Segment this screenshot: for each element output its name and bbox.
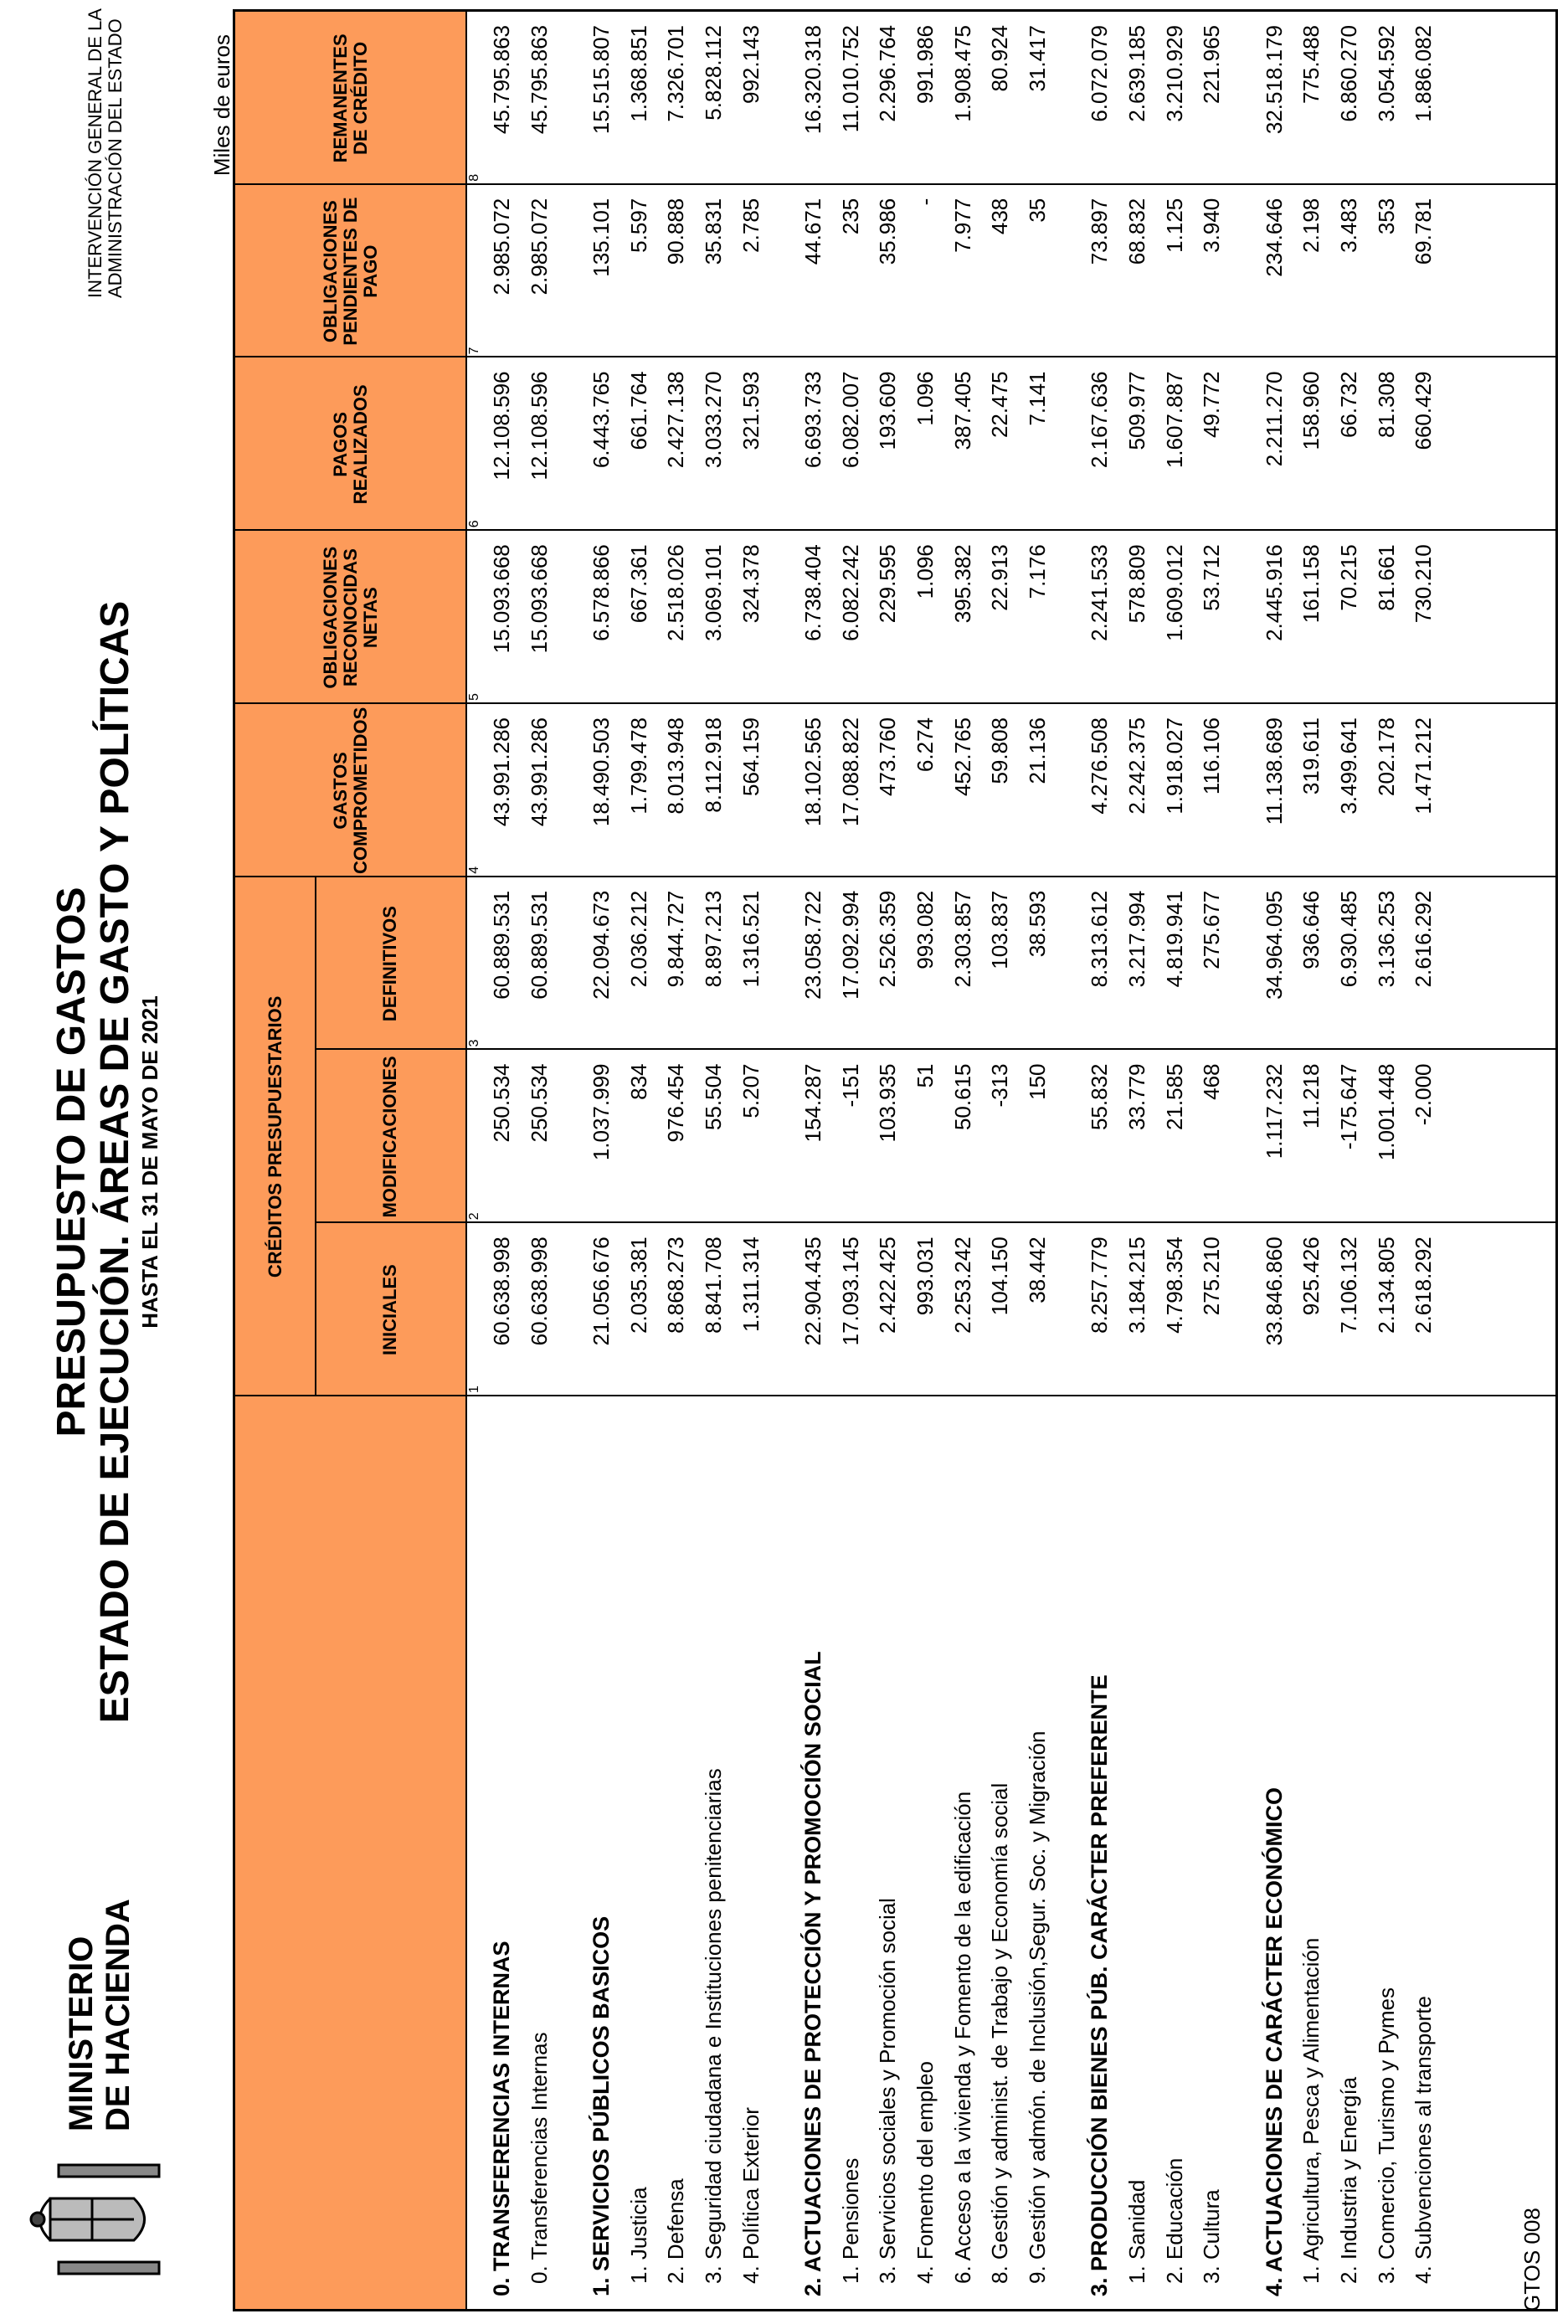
row-label: 0. Transferencias Internas bbox=[526, 2032, 552, 2284]
value-cell: 7.141 bbox=[1024, 371, 1050, 426]
value-cell: 104.150 bbox=[987, 1237, 1013, 1316]
value-cell: 936.646 bbox=[1298, 890, 1324, 969]
row-label: 1. Justicia bbox=[625, 2187, 651, 2284]
ministry-line-1: MINISTERIO bbox=[63, 1936, 100, 2131]
value-cell: 2.616.292 bbox=[1411, 890, 1437, 988]
header-bottom-line bbox=[465, 12, 467, 2309]
table-group-row bbox=[1257, 12, 1290, 2309]
page-title: PRESUPUESTO DE GASTOS bbox=[49, 887, 94, 1437]
row-label: 3. Comercio, Turismo y Pymes bbox=[1373, 1987, 1399, 2284]
value-cell: 3.217.994 bbox=[1124, 890, 1149, 988]
value-cell: 43.991.286 bbox=[526, 717, 552, 827]
value-cell: 1.471.212 bbox=[1411, 717, 1437, 815]
value-cell: 21.056.676 bbox=[589, 1237, 614, 1346]
value-cell: 150 bbox=[1024, 1063, 1050, 1100]
value-cell: 90.888 bbox=[663, 198, 689, 265]
value-cell: 21.136 bbox=[1024, 717, 1050, 784]
value-cell: 44.671 bbox=[800, 198, 826, 265]
value-cell: 4.276.508 bbox=[1087, 717, 1113, 815]
value-cell: 275.677 bbox=[1199, 890, 1225, 969]
value-cell: 1.918.027 bbox=[1161, 717, 1187, 815]
value-cell: 8.013.948 bbox=[663, 717, 689, 815]
value-cell: 834 bbox=[625, 1063, 651, 1100]
value-cell: 3.033.270 bbox=[701, 371, 726, 469]
value-cell: 2.036.212 bbox=[625, 890, 651, 988]
value-cell: 6.072.079 bbox=[1087, 25, 1113, 122]
value-cell: 1.096 bbox=[913, 544, 938, 599]
column-number: 6 bbox=[467, 520, 481, 528]
row-label: 2. Industria y Energía bbox=[1336, 2076, 1361, 2284]
value-cell: 38.442 bbox=[1024, 1237, 1050, 1303]
value-cell: 50.615 bbox=[949, 1063, 975, 1131]
column-header: REMANENTES DE CRÉDITO bbox=[329, 33, 371, 163]
row-label: 6. Acceso a la vivienda y Fomento de la edificación bbox=[949, 1791, 975, 2284]
column-header: DEFINITIVOS bbox=[379, 906, 400, 1022]
value-cell: 6.082.242 bbox=[837, 544, 863, 641]
column-header: OBLIGACIONES RECONOCIDAS NETAS bbox=[319, 546, 381, 689]
value-cell: 154.287 bbox=[800, 1063, 826, 1143]
value-cell: 11.010.752 bbox=[837, 25, 863, 133]
table-row bbox=[945, 12, 979, 2309]
value-cell: 66.732 bbox=[1336, 371, 1361, 439]
value-cell: 17.093.145 bbox=[837, 1237, 863, 1346]
value-cell: -151 bbox=[837, 1063, 863, 1108]
table-group-row bbox=[584, 12, 617, 2309]
value-cell: 2.445.916 bbox=[1261, 544, 1287, 641]
value-cell: 8.313.612 bbox=[1087, 890, 1113, 988]
value-cell: 5.828.112 bbox=[701, 25, 726, 121]
column-number: 7 bbox=[467, 347, 481, 355]
budget-table bbox=[233, 9, 1558, 2311]
page-subtitle: ESTADO DE EJECUCIÓN. ÁREAS DE GASTO Y POLÍTICAS bbox=[93, 600, 137, 1724]
value-cell: 202.178 bbox=[1373, 717, 1399, 796]
value-cell: -313 bbox=[987, 1063, 1013, 1108]
value-cell: 2.241.533 bbox=[1087, 544, 1113, 641]
value-cell: 33.846.860 bbox=[1261, 1237, 1287, 1346]
value-cell: 9.844.727 bbox=[663, 890, 689, 988]
value-cell: 2.134.805 bbox=[1373, 1237, 1399, 1334]
value-cell: 22.094.673 bbox=[589, 890, 614, 1000]
row-label: 3. Seguridad ciudadana e Instituciones penitenciarias bbox=[701, 1768, 726, 2284]
value-cell: 2.427.138 bbox=[663, 371, 689, 469]
row-label: 4. Fomento del empleo bbox=[913, 2061, 938, 2284]
value-cell: 2.253.242 bbox=[949, 1237, 975, 1334]
value-cell: 2.035.381 bbox=[625, 1237, 651, 1334]
value-cell: 925.426 bbox=[1298, 1237, 1324, 1316]
value-cell: 60.638.998 bbox=[526, 1237, 552, 1346]
row-label: 2. Defensa bbox=[663, 2178, 689, 2284]
column-header: PAGOS REALIZADOS bbox=[329, 384, 371, 505]
value-cell: 6.860.270 bbox=[1336, 25, 1361, 122]
value-cell: 60.889.531 bbox=[489, 890, 514, 1000]
row-label: 3. Cultura bbox=[1199, 2189, 1225, 2284]
row-label: 1. Agricultura, Pesca y Alimentación bbox=[1298, 1937, 1324, 2284]
value-cell: 661.764 bbox=[625, 371, 651, 450]
value-cell: 2.198 bbox=[1298, 198, 1324, 253]
value-cell: 21.585 bbox=[1161, 1063, 1187, 1131]
table-row bbox=[982, 12, 1015, 2309]
value-cell: 35.831 bbox=[701, 198, 726, 265]
footer-code: GTOS 008 bbox=[1519, 2208, 1545, 2311]
header-divider bbox=[315, 877, 316, 1396]
value-cell: 509.977 bbox=[1124, 371, 1149, 450]
table-row bbox=[1406, 12, 1439, 2309]
value-cell: 992.143 bbox=[738, 25, 763, 104]
row-label: 0. TRANSFERENCIAS INTERNAS bbox=[489, 1941, 514, 2296]
value-cell: 2.985.072 bbox=[489, 198, 514, 296]
table-row bbox=[870, 12, 903, 2309]
value-cell: 1.607.887 bbox=[1161, 371, 1187, 469]
value-cell: 775.488 bbox=[1298, 25, 1324, 104]
value-cell: 235 bbox=[837, 198, 863, 235]
row-label: 1. SERVICIOS PÚBLICOS BASICOS bbox=[589, 1915, 614, 2296]
value-cell: 1.368.851 bbox=[625, 25, 651, 122]
value-cell: 1.001.448 bbox=[1373, 1063, 1399, 1161]
value-cell: - bbox=[913, 198, 938, 206]
value-cell: 68.832 bbox=[1124, 198, 1149, 265]
value-cell: 22.904.435 bbox=[800, 1237, 826, 1346]
value-cell: 3.483 bbox=[1336, 198, 1361, 253]
table-row bbox=[907, 12, 941, 2309]
value-cell: 12.108.596 bbox=[526, 371, 552, 481]
value-cell: 18.102.565 bbox=[800, 717, 826, 827]
value-cell: 578.809 bbox=[1124, 544, 1149, 624]
value-cell: 116.106 bbox=[1199, 717, 1225, 795]
value-cell: 7.977 bbox=[949, 198, 975, 253]
value-cell: 158.960 bbox=[1298, 371, 1324, 450]
table-row bbox=[1020, 12, 1053, 2309]
value-cell: 250.534 bbox=[489, 1063, 514, 1143]
table-row bbox=[658, 12, 691, 2309]
group-header-creditos: CRÉDITOS PRESUPUESTARIOS bbox=[264, 995, 285, 1278]
value-cell: 6.930.485 bbox=[1336, 890, 1361, 988]
value-cell: 35 bbox=[1024, 198, 1050, 223]
value-cell: 6.738.404 bbox=[800, 544, 826, 641]
value-cell: 2.422.425 bbox=[875, 1237, 901, 1334]
value-cell: 319.611 bbox=[1298, 717, 1324, 795]
value-cell: 55.832 bbox=[1087, 1063, 1113, 1131]
column-header: OBLIGACIONES PENDIENTES DE PAGO bbox=[319, 197, 381, 346]
row-label: 2. Educación bbox=[1161, 2157, 1187, 2284]
value-cell: 7.176 bbox=[1024, 544, 1050, 599]
value-cell: 8.841.708 bbox=[701, 1237, 726, 1334]
table-row bbox=[1293, 12, 1327, 2309]
value-cell: 33.779 bbox=[1124, 1063, 1149, 1131]
value-cell: 3.210.929 bbox=[1161, 25, 1187, 122]
column-number: 3 bbox=[467, 1039, 481, 1047]
value-cell: 667.361 bbox=[625, 544, 651, 624]
value-cell: 15.093.668 bbox=[526, 544, 552, 654]
value-cell: 81.308 bbox=[1373, 371, 1399, 439]
row-label: 8. Gestión y administ. de Trabajo y Economía social bbox=[987, 1782, 1013, 2284]
value-cell: 103.935 bbox=[875, 1063, 901, 1143]
value-cell: 564.159 bbox=[738, 717, 763, 796]
value-cell: 2.526.359 bbox=[875, 890, 901, 988]
value-cell: 17.088.822 bbox=[837, 717, 863, 827]
value-cell: 81.661 bbox=[1373, 544, 1399, 611]
table-row bbox=[1194, 12, 1227, 2309]
value-cell: 8.868.273 bbox=[663, 1237, 689, 1334]
value-cell: 2.167.636 bbox=[1087, 371, 1113, 469]
value-cell: 3.184.215 bbox=[1124, 1237, 1149, 1334]
value-cell: 6.082.007 bbox=[837, 371, 863, 469]
value-cell: 321.593 bbox=[738, 371, 763, 450]
column-header: MODIFICACIONES bbox=[379, 1056, 400, 1218]
value-cell: 59.808 bbox=[987, 717, 1013, 784]
value-cell: 103.837 bbox=[987, 890, 1013, 969]
table-group-row bbox=[484, 12, 517, 2309]
table-row bbox=[1331, 12, 1365, 2309]
value-cell: 250.534 bbox=[526, 1063, 552, 1143]
value-cell: 7.106.132 bbox=[1336, 1237, 1361, 1334]
row-label: 1. Sanidad bbox=[1124, 2179, 1149, 2284]
value-cell: 468 bbox=[1199, 1063, 1225, 1100]
value-cell: 1.311.314 bbox=[738, 1237, 763, 1332]
value-cell: 6.578.866 bbox=[589, 544, 614, 641]
value-cell: 18.490.503 bbox=[589, 717, 614, 827]
value-cell: 1.117.232 bbox=[1261, 1063, 1287, 1159]
value-cell: 3.499.641 bbox=[1336, 717, 1361, 815]
value-cell: 2.639.185 bbox=[1124, 25, 1149, 122]
table-row bbox=[1119, 12, 1153, 2309]
value-cell: 38.593 bbox=[1024, 890, 1050, 958]
value-cell: 993.082 bbox=[913, 890, 938, 969]
value-cell: 991.986 bbox=[913, 25, 938, 104]
column-header: GASTOS COMPROMETIDOS bbox=[329, 707, 371, 874]
value-cell: 60.889.531 bbox=[526, 890, 552, 1000]
value-cell: 73.897 bbox=[1087, 198, 1113, 265]
value-cell: 438 bbox=[987, 198, 1013, 235]
value-cell: 1.316.521 bbox=[738, 890, 763, 988]
table-row bbox=[1157, 12, 1190, 2309]
value-cell: 2.618.292 bbox=[1411, 1237, 1437, 1334]
value-cell: 2.785 bbox=[738, 198, 763, 253]
table-group-row bbox=[795, 12, 829, 2309]
value-cell: 11.138.689 bbox=[1261, 717, 1287, 825]
row-label: 2. ACTUACIONES DE PROTECCIÓN Y PROMOCIÓN SOCIAL bbox=[800, 1651, 826, 2296]
value-cell: 53.712 bbox=[1199, 544, 1225, 611]
value-cell: 23.058.722 bbox=[800, 890, 826, 1000]
value-cell: 161.158 bbox=[1298, 544, 1324, 624]
value-cell: 993.031 bbox=[913, 1237, 938, 1316]
value-cell: 2.296.764 bbox=[875, 25, 901, 122]
value-cell: 8.897.213 bbox=[701, 890, 726, 988]
value-cell: 1.799.478 bbox=[625, 717, 651, 815]
value-cell: 1.096 bbox=[913, 371, 938, 426]
value-cell: 17.092.994 bbox=[837, 890, 863, 1000]
value-cell: 35.986 bbox=[875, 198, 901, 265]
table-row bbox=[733, 12, 767, 2309]
table-row bbox=[1369, 12, 1402, 2309]
table-row bbox=[621, 12, 655, 2309]
value-cell: 12.108.596 bbox=[489, 371, 514, 481]
value-cell: 395.382 bbox=[949, 544, 975, 624]
value-cell: 221.965 bbox=[1199, 25, 1225, 104]
table-row bbox=[833, 12, 866, 2309]
value-cell: 1.609.012 bbox=[1161, 544, 1187, 641]
value-cell: 22.913 bbox=[987, 544, 1013, 611]
value-cell: 55.504 bbox=[701, 1063, 726, 1131]
value-cell: 32.518.179 bbox=[1261, 25, 1287, 135]
value-cell: -175.647 bbox=[1336, 1063, 1361, 1150]
value-cell: 275.210 bbox=[1199, 1237, 1225, 1316]
value-cell: 31.417 bbox=[1024, 25, 1050, 92]
value-cell: 15.093.668 bbox=[489, 544, 514, 654]
table-row bbox=[522, 12, 555, 2309]
value-cell: 4.819.941 bbox=[1161, 890, 1187, 988]
value-cell: 473.760 bbox=[875, 717, 901, 796]
igae-line-2: ADMINISTRACIÓN DEL ESTADO bbox=[105, 18, 126, 298]
value-cell: 5.207 bbox=[738, 1063, 763, 1118]
value-cell: 2.985.072 bbox=[526, 198, 552, 296]
row-label: 9. Gestión y admón. de Inclusión,Segur. Soc. y Migración bbox=[1024, 1730, 1050, 2284]
value-cell: 5.597 bbox=[625, 198, 651, 253]
column-header: INICIALES bbox=[379, 1264, 400, 1356]
value-cell: 452.765 bbox=[949, 717, 975, 796]
value-cell: 1.125 bbox=[1161, 198, 1187, 253]
value-cell: -2.000 bbox=[1411, 1063, 1437, 1126]
value-cell: 4.798.354 bbox=[1161, 1237, 1187, 1334]
value-cell: 2.242.375 bbox=[1124, 717, 1149, 815]
table-row bbox=[696, 12, 729, 2309]
value-cell: 8.257.779 bbox=[1087, 1237, 1113, 1334]
value-cell: 15.515.807 bbox=[589, 25, 614, 135]
value-cell: 45.795.863 bbox=[489, 25, 514, 135]
column-number: 4 bbox=[467, 866, 481, 874]
igae-line-1: INTERVENCIÓN GENERAL DE LA bbox=[85, 8, 105, 298]
value-cell: 80.924 bbox=[987, 25, 1013, 92]
value-cell: 51 bbox=[913, 1063, 938, 1088]
value-cell: 49.772 bbox=[1199, 371, 1225, 439]
value-cell: 45.795.863 bbox=[526, 25, 552, 135]
value-cell: 660.429 bbox=[1411, 371, 1437, 450]
row-label: 4. ACTUACIONES DE CARÁCTER ECONÓMICO bbox=[1261, 1787, 1287, 2296]
value-cell: 730.210 bbox=[1411, 544, 1437, 624]
value-cell: 3.054.592 bbox=[1373, 25, 1399, 122]
date-subtitle: HASTA EL 31 DE MAYO DE 2021 bbox=[137, 995, 162, 1329]
column-number: 1 bbox=[467, 1386, 481, 1393]
value-cell: 2.211.270 bbox=[1261, 371, 1287, 467]
value-cell: 8.112.918 bbox=[701, 717, 726, 813]
row-label: 3. Servicios sociales y Promoción social bbox=[875, 1898, 901, 2284]
value-cell: 3.136.253 bbox=[1373, 890, 1399, 988]
value-cell: 324.378 bbox=[738, 544, 763, 624]
value-cell: 6.443.765 bbox=[589, 371, 614, 469]
igae-label bbox=[85, 8, 126, 298]
value-cell: 234.646 bbox=[1261, 198, 1287, 277]
value-cell: 7.326.701 bbox=[663, 25, 689, 122]
value-cell: 135.101 bbox=[589, 198, 614, 277]
value-cell: 2.518.026 bbox=[663, 544, 689, 641]
value-cell: 22.475 bbox=[987, 371, 1013, 439]
row-label: 4. Subvenciones al transporte bbox=[1411, 1996, 1437, 2284]
value-cell: 387.405 bbox=[949, 371, 975, 450]
value-cell: 34.964.095 bbox=[1261, 890, 1287, 1000]
column-number: 5 bbox=[467, 693, 481, 701]
value-cell: 11.218 bbox=[1298, 1063, 1324, 1129]
value-cell: 193.609 bbox=[875, 371, 901, 450]
value-cell: 16.320.318 bbox=[800, 25, 826, 135]
value-cell: 976.454 bbox=[663, 1063, 689, 1143]
value-cell: 1.037.999 bbox=[589, 1063, 614, 1161]
value-cell: 43.991.286 bbox=[489, 717, 514, 827]
value-cell: 3.069.101 bbox=[701, 544, 726, 641]
value-cell: 60.638.998 bbox=[489, 1237, 514, 1346]
column-number: 8 bbox=[467, 173, 481, 182]
value-cell: 6.274 bbox=[913, 717, 938, 773]
value-cell: 353 bbox=[1373, 198, 1399, 235]
row-label: 4. Política Exterior bbox=[738, 2107, 763, 2284]
value-cell: 3.940 bbox=[1199, 198, 1225, 253]
value-cell: 69.781 bbox=[1411, 198, 1437, 265]
units-label: Miles de euros bbox=[209, 34, 234, 177]
table-group-row bbox=[1082, 12, 1115, 2309]
row-label: 3. PRODUCCIÓN BIENES PÚB. CARÁCTER PREFERENTE bbox=[1087, 1674, 1113, 2296]
value-cell: 70.215 bbox=[1336, 544, 1361, 611]
value-cell: 2.303.857 bbox=[949, 890, 975, 988]
value-cell: 229.595 bbox=[875, 544, 901, 624]
column-number: 2 bbox=[467, 1212, 481, 1221]
row-label: 1. Pensiones bbox=[837, 2157, 863, 2284]
ministry-line-2: DE HACIENDA bbox=[100, 1899, 136, 2131]
value-cell: 1.886.082 bbox=[1411, 25, 1437, 122]
value-cell: 6.693.733 bbox=[800, 371, 826, 469]
value-cell: 1.908.475 bbox=[949, 25, 975, 122]
